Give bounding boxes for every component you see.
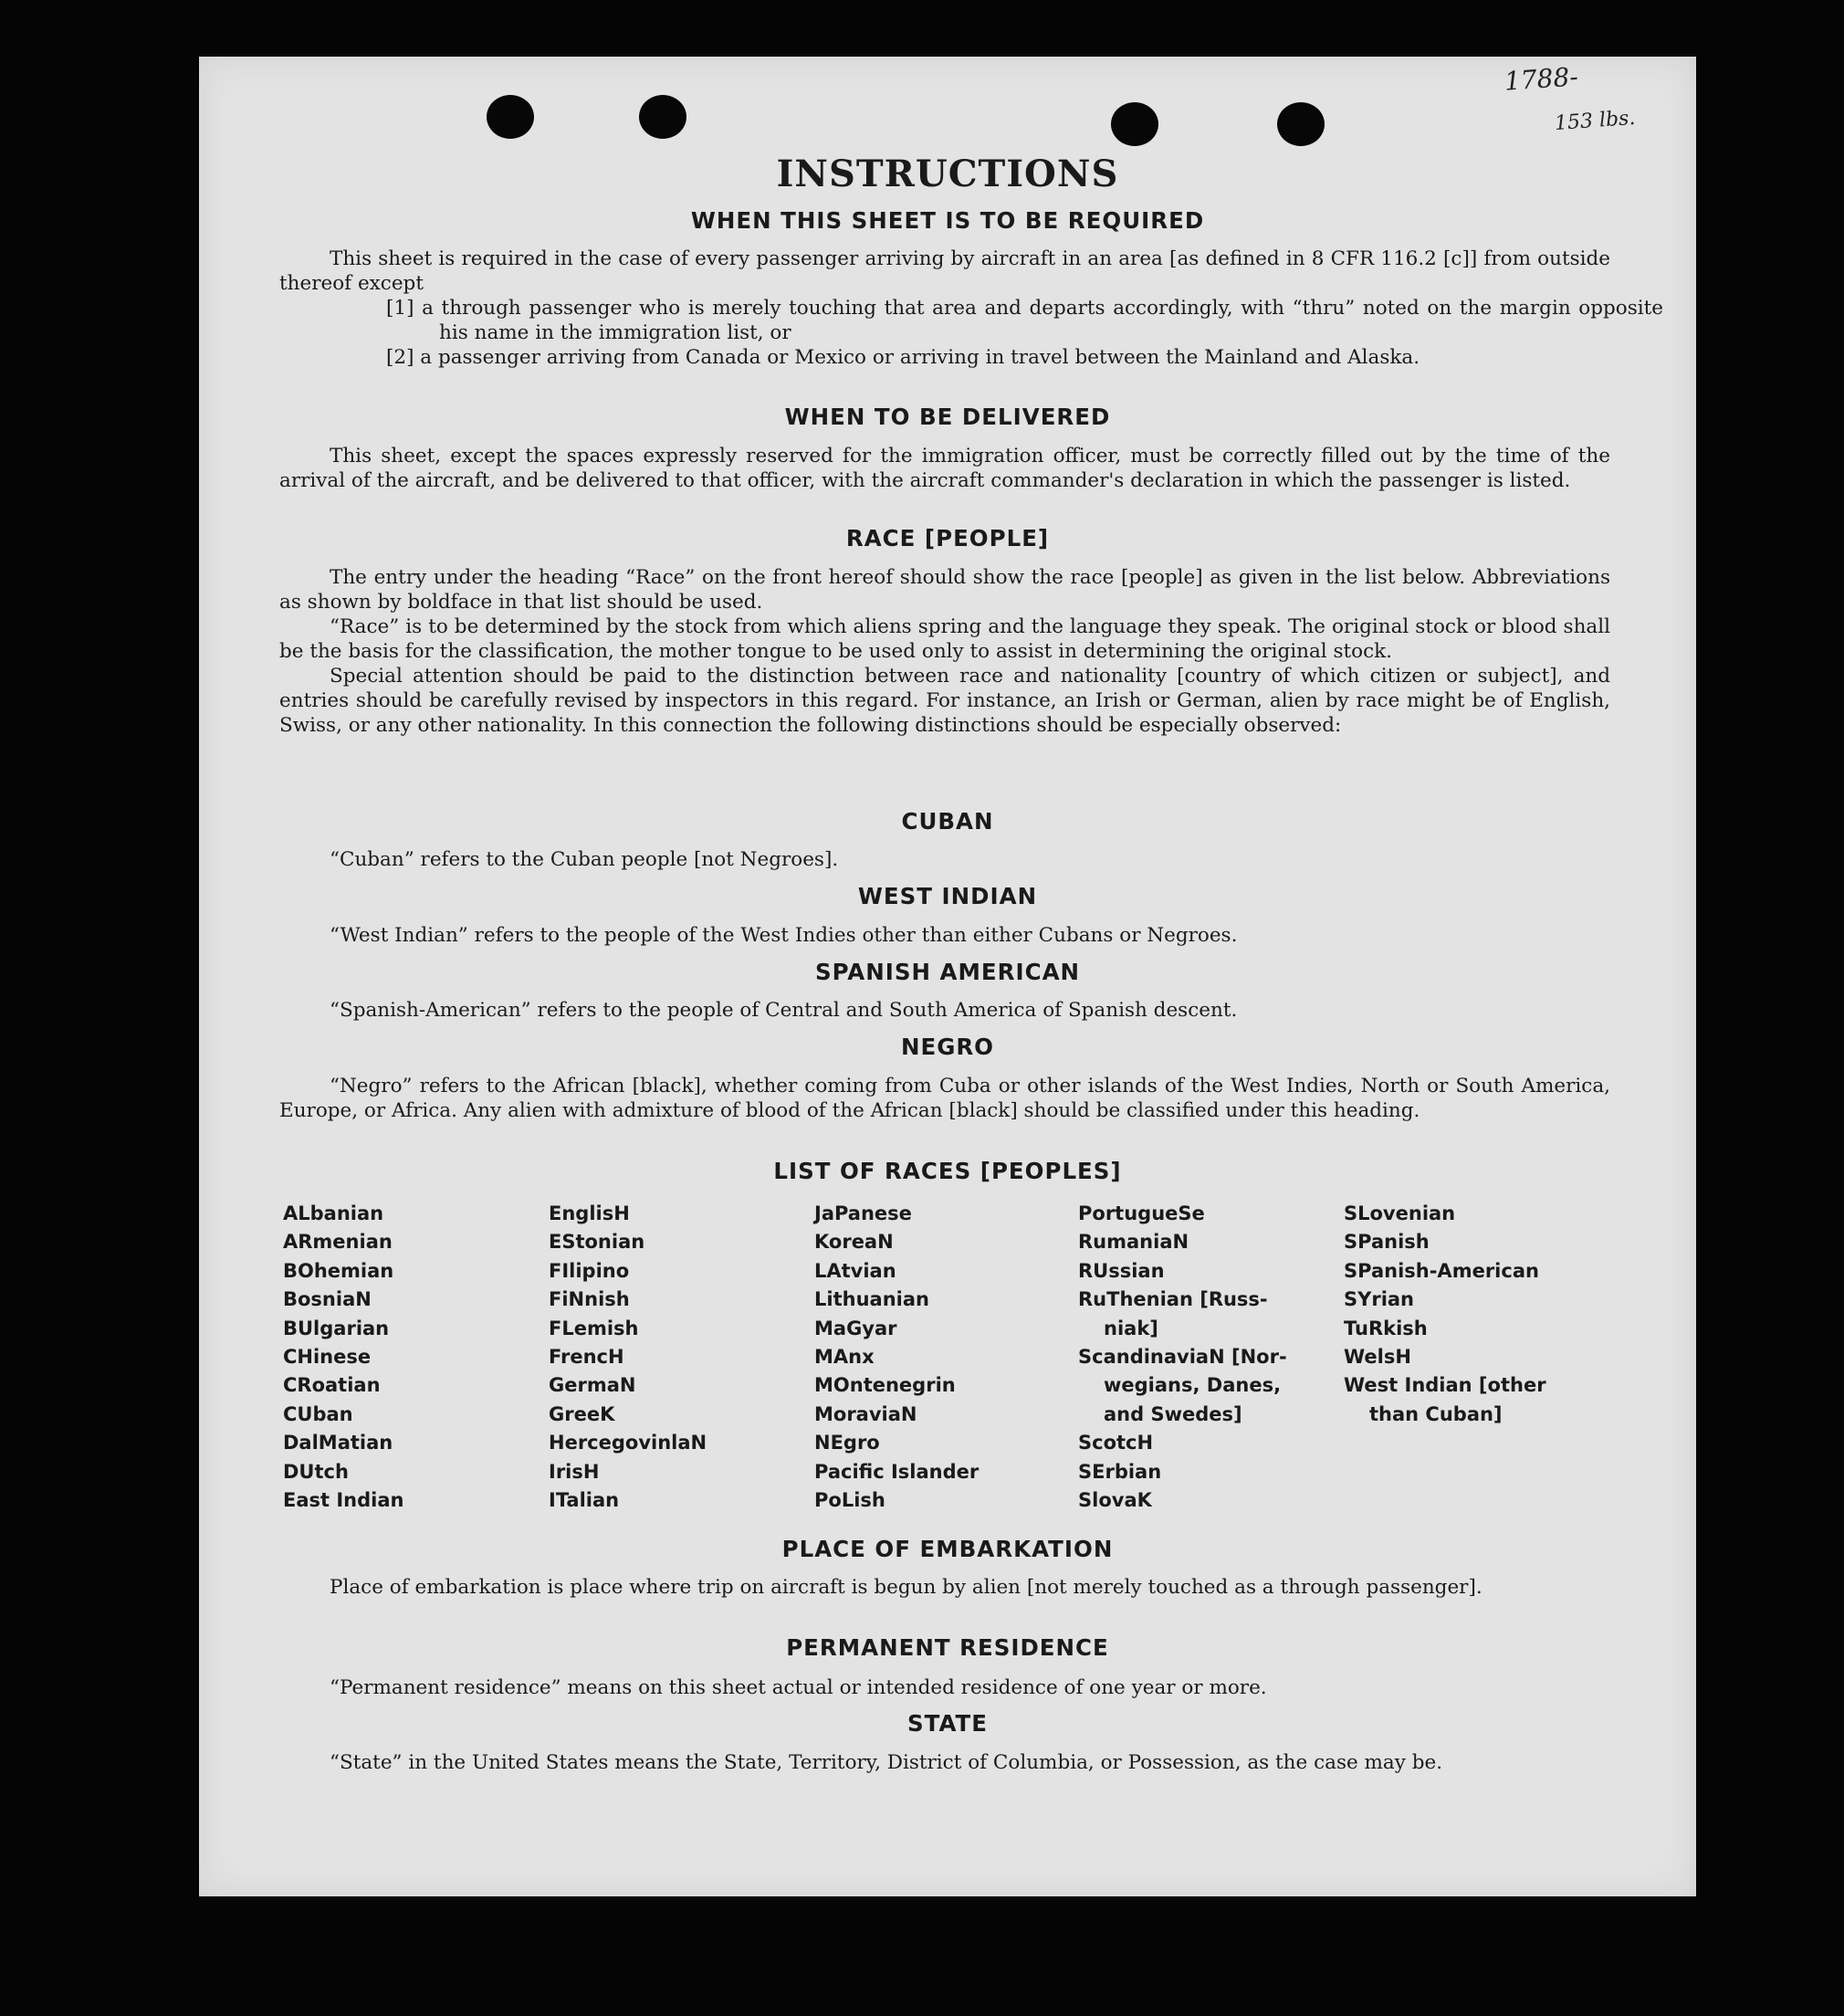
punch-hole-3 xyxy=(1111,102,1158,146)
race-item: MoraviaN xyxy=(814,1402,917,1425)
race-item: SErbian xyxy=(1078,1460,1162,1483)
race-item: SPanish xyxy=(1344,1231,1430,1254)
race-item: RUssian xyxy=(1078,1259,1165,1282)
race-list-column-3 xyxy=(814,1200,1079,1515)
race-item: RuThenian [Russ- xyxy=(1078,1288,1268,1311)
race-item: PortugueSe xyxy=(1078,1202,1205,1224)
race-item: LAtvian xyxy=(814,1259,896,1282)
race-item: FLemish xyxy=(549,1317,639,1339)
heading-cuban: CUBAN xyxy=(901,808,994,835)
embarkation-text: Place of embarkation is place where trip on aircraft is begun by alien [not merely touched as a through passenger]. xyxy=(330,1576,1483,1599)
cuban-text: “Cuban” refers to the Cuban people [not Negroes]. xyxy=(330,848,839,871)
race-item: DUtch xyxy=(283,1460,349,1483)
race-list-column-4 xyxy=(1078,1200,1343,1515)
race-list-column-5 xyxy=(1344,1200,1654,1429)
west-indian-text: “West Indian” refers to the people of the West Indies other than either Cubans or Negroes. xyxy=(330,924,1238,947)
heading-list-of-races: LIST OF RACES [PEOPLES] xyxy=(773,1158,1122,1184)
heading-race: RACE [PEOPLE] xyxy=(845,525,1050,551)
race-item: HercegovinlaN xyxy=(549,1432,707,1454)
race-item: SYrian xyxy=(1344,1288,1415,1311)
heading-required: WHEN THIS SHEET IS TO BE REQUIRED xyxy=(690,207,1205,234)
race-item: FIlipino xyxy=(549,1259,630,1282)
race-item: BOhemian xyxy=(283,1259,394,1282)
race-item: NEgro xyxy=(814,1432,880,1454)
race-item: GreeK xyxy=(549,1402,615,1425)
race-item: RumaniaN xyxy=(1078,1231,1189,1254)
race-item: IrisH xyxy=(549,1460,600,1483)
heading-state: STATE xyxy=(907,1710,988,1737)
race-item: SLovenian xyxy=(1344,1202,1456,1224)
spanish-american-text: “Spanish-American” refers to the people of Central and South America of Spanish descent. xyxy=(330,999,1238,1022)
race-item: PoLish xyxy=(814,1489,885,1512)
race-item-continued: than Cuban] xyxy=(1369,1402,1503,1425)
race-item: West Indian [other xyxy=(1344,1374,1546,1397)
race-list-column-2 xyxy=(549,1200,813,1515)
race-item: MOntenegrin xyxy=(814,1374,956,1397)
race-item: ScotcH xyxy=(1078,1432,1154,1454)
race-item: EStonian xyxy=(549,1231,645,1254)
residence-text: “Permanent residence” means on this sheet actual or intended residence of one year or more. xyxy=(330,1676,1267,1699)
race-item: KoreaN xyxy=(814,1231,894,1254)
negro-text: “Negro” refers to the African [black], whether coming from Cuba or other islands of the West Indies, North or South America, Europe, or Africa. Any alien with admixture of blood of the African [black] should be classified under this heading. xyxy=(279,1075,1610,1122)
race-item: Pacific Islander xyxy=(814,1460,980,1483)
race-paragraph-1: The entry under the heading “Race” on the front hereof should show the race [people] as given in the list below. Abbreviations as shown by boldface in that list should be used. xyxy=(279,566,1610,614)
required-item-1: [1] a through passenger who is merely touching that area and departs accordingly, with “thru” noted on the margin opposite his name in the immigration list, or xyxy=(386,297,1663,344)
race-item: ALbanian xyxy=(283,1202,384,1224)
heading-west-indian: WEST INDIAN xyxy=(857,883,1038,909)
heading-residence: PERMANENT RESIDENCE xyxy=(786,1634,1109,1661)
required-intro: This sheet is required in the case of every passenger arriving by aircraft in an area [as defined in 8 CFR 116.2 [c]] from outside thereof except xyxy=(279,247,1610,295)
race-item: SPanish-American xyxy=(1344,1259,1539,1282)
race-item: ITalian xyxy=(549,1489,620,1512)
required-item-2: [2] a passenger arriving from Canada or Mexico or arriving in travel between the Mainland and Alaska. xyxy=(386,346,1420,369)
race-item: SlovaK xyxy=(1078,1489,1152,1512)
race-item-continued: wegians, Danes, xyxy=(1104,1374,1282,1397)
race-item: GermaN xyxy=(549,1374,636,1397)
race-item: WelsH xyxy=(1344,1346,1411,1369)
race-item: JaPanese xyxy=(814,1202,912,1224)
race-paragraph-2: “Race” is to be determined by the stock from which aliens spring and the language they speak. The original stock or blood shall be the basis for the classification, the mother tongue to be used only to assist in determining the original stock. xyxy=(279,615,1610,663)
race-item: FiNnish xyxy=(549,1288,630,1311)
race-item: TuRkish xyxy=(1344,1317,1428,1339)
document-page xyxy=(199,57,1696,1896)
race-item: East Indian xyxy=(283,1489,404,1512)
punch-hole-2 xyxy=(639,95,686,139)
race-item-continued: niak] xyxy=(1104,1317,1158,1339)
race-item: MAnx xyxy=(814,1346,875,1369)
race-list-column-1 xyxy=(283,1200,548,1515)
heading-delivered: WHEN TO BE DELIVERED xyxy=(784,404,1111,430)
race-paragraphs xyxy=(279,565,1610,738)
race-item: CUban xyxy=(283,1402,353,1425)
race-item: ScandinaviaN [Nor- xyxy=(1078,1346,1287,1369)
handwritten-number: 1788- xyxy=(1503,61,1579,97)
delivered-text: This sheet, except the spaces expressly reserved for the immigration officer, must be correctly filled out by the time of the arrival of the aircraft, and be delivered to that officer, with the aircraft commander's declaration in which the passenger is listed. xyxy=(279,445,1610,492)
race-item: Lithuanian xyxy=(814,1288,929,1311)
handwritten-weight: 153 lbs. xyxy=(1554,106,1637,136)
race-item: CRoatian xyxy=(283,1374,381,1397)
race-item: MaGyar xyxy=(814,1317,897,1339)
state-text: “State” in the United States means the State, Territory, District of Columbia, or Possession, as the case may be. xyxy=(330,1751,1443,1774)
race-item: EnglisH xyxy=(549,1202,630,1224)
heading-negro: NEGRO xyxy=(900,1034,995,1060)
race-paragraph-3: Special attention should be paid to the distinction between race and nationality [country of which citizen or subject], and entries should be carefully revised by inspectors in this regard. For instance, an Irish or German, alien by race might be of English, Swiss, or any other nationality. In this connection the following distinctions should be especially observed: xyxy=(279,665,1610,737)
race-item: FrencH xyxy=(549,1346,624,1369)
heading-spanish-american: SPANISH AMERICAN xyxy=(814,959,1081,985)
race-item-continued: and Swedes] xyxy=(1104,1402,1242,1425)
race-item: DalMatian xyxy=(283,1432,393,1454)
page-title: INSTRUCTIONS xyxy=(776,152,1119,195)
heading-embarkation: PLACE OF EMBARKATION xyxy=(781,1536,1114,1562)
race-item: CHinese xyxy=(283,1346,372,1369)
race-item: BosniaN xyxy=(283,1288,372,1311)
punch-hole-1 xyxy=(487,95,534,139)
race-item: BUlgarian xyxy=(283,1317,390,1339)
race-item: ARmenian xyxy=(283,1231,393,1254)
punch-hole-4 xyxy=(1277,102,1325,146)
